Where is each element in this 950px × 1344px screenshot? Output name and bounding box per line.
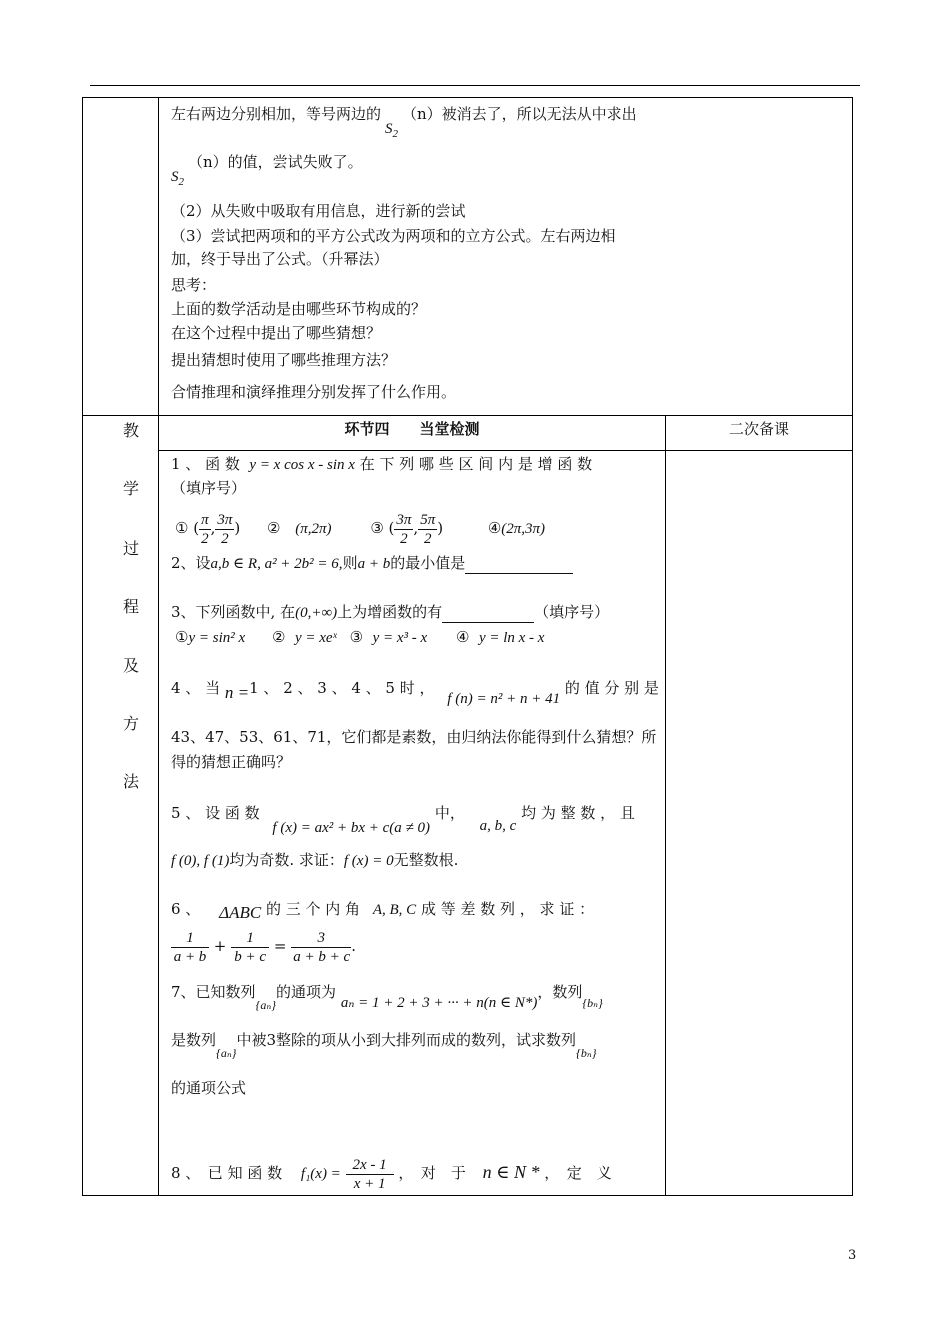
- problem-7-line-2: 是数列$_{\{a_n\}}$中被3整除的项从小到大排列而成的数列，试求数列$_{\{b_n\}}$: [171, 1031, 597, 1060]
- question-4: 合情推理和演绎推理分别发挥了什么作用。: [171, 383, 457, 401]
- problem-7-stem: 7、已知数列$_{\{a_n\}}$的通项为 aₙ = 1 + 2 + 3 + ··· + n(n ∈ N*)，数列$_{\{b_n\}}$: [171, 983, 603, 1012]
- problem-5-line-2: f (0), f (1)均为奇数. 求证：f (x) = 0无整数根.: [171, 851, 459, 869]
- side-char: 方: [122, 714, 139, 733]
- lesson-table: [82, 97, 853, 1196]
- header-rule: [90, 85, 860, 86]
- problem-6-stem: 6 、 ΔABC 的 三 个 内 角 A, B, C 成 等 差 数 列 ， 求 证 ：: [171, 900, 595, 922]
- problem-5-stem: 5 、 设 函 数 f (x) = ax² + bx + c(a ≠ 0) 中， a, b, c 均 为 整 数 ， 且: [171, 804, 635, 836]
- question-3: 提出猜想时使用了哪些推理方法？: [171, 351, 397, 369]
- problem-3-options: ①y = sin² x ② y = xeˣ ③ y = x³ - x ④ y = ln x - x: [175, 628, 545, 646]
- think-label: 思考：: [171, 276, 217, 294]
- top-line-1: 左右两边分别相加，等号两边的$S_2(n)$被消去了，所以无法从中求出: [171, 105, 637, 140]
- step-3b: 加，终于导出了公式。（升幂法）: [171, 250, 389, 268]
- page-number: 3: [848, 1248, 857, 1263]
- problem-1-note: （填序号）: [171, 479, 247, 497]
- problem-8-stem: 8 、 已 知 函 数 f₁(x) = $\frac{2x - 1}{x + 1}$ ， 对 于 n ∈ N * ， 定 义: [171, 1156, 612, 1192]
- column-divider-1: [158, 98, 159, 1195]
- top-line-2: $S_2(n)$的值，尝试失败了。: [171, 153, 363, 188]
- section-title: 环节四 当堂检测: [344, 420, 480, 438]
- question-1: 上面的数学活动是由哪些环节构成的？: [171, 300, 427, 318]
- step-2: （2）从失败中吸取有用信息，进行新的尝试: [171, 202, 466, 220]
- side-char: 及: [122, 656, 139, 675]
- problem-6-equation: $\frac{1}{a + b}$ + $\frac{1}{b + c}$ = $\frac{3}{a + b + c}$ .: [171, 926, 356, 966]
- side-char: 学: [122, 479, 139, 498]
- remark-title: 二次备课: [728, 420, 789, 438]
- problem-7-line-3: 的通项公式: [171, 1079, 247, 1097]
- side-char: 教: [122, 421, 139, 440]
- column-divider-2: [665, 415, 666, 1195]
- side-char: 过: [122, 539, 139, 558]
- problem-1-options: ① ( $\frac{\pi}{2}$ , $\frac{3\pi}{2}$ ) ② (π,2π) ③ ( $\frac{3\pi}{2}$ , $\frac{5\pi}{2}$ ) ④(2π,3π): [175, 511, 546, 547]
- problem-1-stem: 1 、 函 数 y = x cos x - sin x 在 下 列 哪 些 区 间 内 是 增 函 数: [171, 455, 593, 473]
- problem-4-line-2: 43、47、53、61、71，它们都是素数，由归纳法你能得到什么猜想？所: [171, 728, 657, 746]
- row-divider-2: [158, 450, 852, 451]
- side-char: 程: [122, 597, 139, 616]
- row-divider-1: [83, 415, 852, 416]
- problem-3-stem: 3、下列函数中, 在(0,+∞)上为增函数的有 （填序号）: [171, 603, 610, 621]
- problem-4-stem: 4 、 当 n =1 、 2 、 3 、 4 、 5 时 ， f (n) = n² + n + 41 的 值 分 别 是: [171, 679, 659, 707]
- problem-4-line-3: 得的猜想正确吗？: [171, 753, 292, 771]
- problem-2: 2、设a,b ∈ R, a² + 2b² = 6,则a + b的最小值是: [171, 553, 573, 574]
- side-char: 法: [122, 772, 139, 791]
- step-3a: （3）尝试把两项和的平方公式改为两项和的立方公式。左右两边相: [171, 227, 616, 245]
- question-2: 在这个过程中提出了哪些猜想？: [171, 324, 382, 342]
